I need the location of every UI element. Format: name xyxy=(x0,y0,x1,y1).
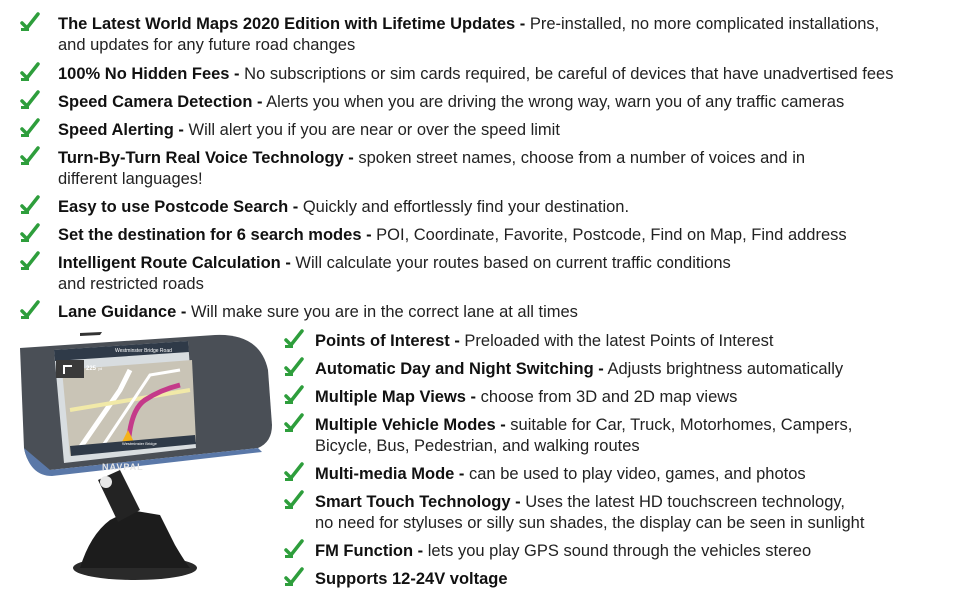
feature-title: Intelligent Route Calculation - xyxy=(58,254,291,272)
feature-title: Multi-media Mode - xyxy=(315,465,465,483)
feature-item xyxy=(58,253,958,295)
feature-desc: Pre-installed, no more complicated installations, xyxy=(525,15,880,33)
feature-title: Set the destination for 6 search modes - xyxy=(58,226,372,244)
feature-desc-cont: no need for styluses or silly sun shades, the display can be seen in sunlight xyxy=(315,514,865,532)
checkmark-icon xyxy=(284,385,304,405)
feature-title: Automatic Day and Night Switching - xyxy=(315,360,604,378)
feature-item xyxy=(315,331,955,352)
distance-unit: yd xyxy=(98,366,103,371)
street-name-bottom: Westminster Bridge xyxy=(122,441,157,446)
feature-item xyxy=(58,120,958,141)
feature-title: Points of Interest - xyxy=(315,332,460,350)
feature-title: Speed Camera Detection - xyxy=(58,93,263,111)
feature-desc: No subscriptions or sim cards required, be careful of devices that have unadvertised fees xyxy=(239,65,894,83)
checkmark-icon xyxy=(284,462,304,482)
feature-title: Multiple Vehicle Modes - xyxy=(315,416,506,434)
feature-title: Lane Guidance - xyxy=(58,303,187,321)
feature-desc: Uses the latest HD touchscreen technology, xyxy=(520,493,846,511)
feature-item xyxy=(58,197,958,218)
feature-item xyxy=(315,569,955,590)
feature-desc: Adjusts brightness automatically xyxy=(603,360,844,378)
feature-title: Supports 12-24V voltage xyxy=(315,570,508,588)
checkmark-icon xyxy=(20,62,40,82)
feature-desc-cont: Bicycle, Bus, Pedestrian, and walking routes xyxy=(315,437,640,455)
feature-item xyxy=(58,148,958,190)
feature-desc: Will make sure you are in the correct lane at all times xyxy=(186,303,578,321)
brand-label: NAVPAL xyxy=(102,462,144,472)
feature-item xyxy=(58,92,958,113)
feature-title: FM Function - xyxy=(315,542,424,560)
checkmark-icon xyxy=(284,329,304,349)
feature-item xyxy=(58,302,958,323)
checkmark-icon xyxy=(284,490,304,510)
checkmark-icon xyxy=(20,118,40,138)
feature-title: Turn-By-Turn Real Voice Technology - xyxy=(58,149,354,167)
checkmark-icon xyxy=(284,357,304,377)
feature-desc: Alerts you when you are driving the wrong way, warn you of any traffic cameras xyxy=(262,93,845,111)
feature-title: Speed Alerting - xyxy=(58,121,184,139)
feature-desc-cont: and restricted roads xyxy=(58,275,204,293)
feature-desc: Quickly and effortlessly find your destination. xyxy=(298,198,630,216)
feature-desc: Will calculate your routes based on current traffic conditions xyxy=(290,254,731,272)
feature-item xyxy=(315,387,955,408)
feature-item xyxy=(58,225,963,246)
feature-desc-cont: and updates for any future road changes xyxy=(58,36,356,54)
checkmark-icon xyxy=(284,567,304,587)
checkmark-icon xyxy=(20,195,40,215)
mount-base xyxy=(80,510,190,568)
feature-item xyxy=(315,359,955,380)
feature-title: 100% No Hidden Fees - xyxy=(58,65,240,83)
feature-desc: POI, Coordinate, Favorite, Postcode, Find on Map, Find address xyxy=(371,226,847,244)
distance-value: 225 xyxy=(86,366,97,372)
feature-desc: spoken street names, choose from a number of voices and in xyxy=(353,149,806,167)
gps-device-image xyxy=(10,330,280,592)
feature-title: The Latest World Maps 2020 Edition with Lifetime Updates - xyxy=(58,15,526,33)
feature-title: Easy to use Postcode Search - xyxy=(58,198,299,216)
feature-item xyxy=(315,464,955,485)
feature-desc: suitable for Car, Truck, Motorhomes, Campers, xyxy=(505,416,853,434)
checkmark-icon xyxy=(20,146,40,166)
feature-desc: lets you play GPS sound through the vehicles stereo xyxy=(423,542,812,560)
street-name-label: Westminster Bridge Road xyxy=(115,348,172,354)
feature-desc: Preloaded with the latest Points of Interest xyxy=(459,332,774,350)
feature-desc: Will alert you if you are near or over the speed limit xyxy=(183,121,560,139)
feature-item xyxy=(315,541,955,562)
feature-desc-cont: different languages! xyxy=(58,170,203,188)
feature-title: Multiple Map Views - xyxy=(315,388,477,406)
checkmark-icon xyxy=(20,300,40,320)
checkmark-icon xyxy=(284,539,304,559)
feature-desc: can be used to play video, games, and photos xyxy=(464,465,806,483)
feature-item xyxy=(315,492,960,534)
feature-title: Smart Touch Technology - xyxy=(315,493,521,511)
checkmark-icon xyxy=(284,413,304,433)
checkmark-icon xyxy=(20,251,40,271)
feature-item xyxy=(58,64,958,85)
checkmark-icon xyxy=(20,223,40,243)
feature-desc: choose from 3D and 2D map views xyxy=(476,388,738,406)
checkmark-icon xyxy=(20,90,40,110)
feature-item xyxy=(315,415,955,457)
feature-item xyxy=(58,14,958,56)
checkmark-icon xyxy=(20,12,40,32)
